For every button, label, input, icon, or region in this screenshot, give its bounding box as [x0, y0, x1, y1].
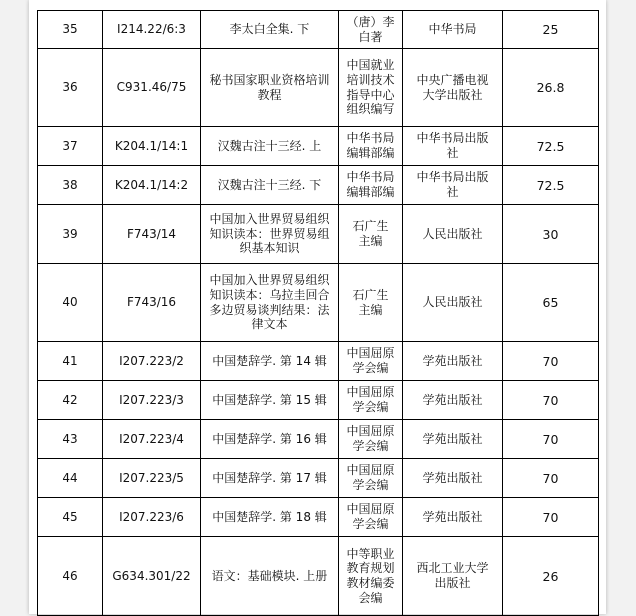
book-title-cell: 汉魏古注十三经. 下: [201, 166, 339, 205]
table-row: [38, 342, 599, 381]
book-title-cell: 中国楚辞学. 第 17 辑: [201, 459, 339, 498]
book-title-cell: 中国楚辞学. 第 16 辑: [201, 420, 339, 459]
call-number-cell: G634.301/22: [103, 537, 201, 616]
table-row: [38, 166, 599, 205]
publisher-cell: 学苑出版社: [403, 342, 503, 381]
row-number-cell: 41: [38, 342, 103, 381]
table-row: [38, 49, 599, 127]
table-row: [38, 11, 599, 49]
publisher-cell: 人民出版社: [403, 264, 503, 342]
call-number-cell: K204.1/14:2: [103, 166, 201, 205]
price-cell: 70: [503, 498, 599, 537]
book-title-cell: 中国楚辞学. 第 18 辑: [201, 498, 339, 537]
table-row: [38, 127, 599, 166]
publisher-cell: 学苑出版社: [403, 420, 503, 459]
publisher-cell: 学苑出版社: [403, 459, 503, 498]
price-cell: 72.5: [503, 127, 599, 166]
author-cell: （唐）李 白著: [339, 11, 403, 49]
price-cell: 70: [503, 381, 599, 420]
table-row: [38, 205, 599, 264]
row-number-cell: 44: [38, 459, 103, 498]
book-title-cell: 李太白全集. 下: [201, 11, 339, 49]
book-title-cell: 中国楚辞学. 第 14 辑: [201, 342, 339, 381]
publisher-cell: 中华书局: [403, 11, 503, 49]
publisher-cell: 中央广播电视 大学出版社: [403, 49, 503, 127]
call-number-cell: I214.22/6:3: [103, 11, 201, 49]
publisher-cell: 学苑出版社: [403, 381, 503, 420]
row-number-cell: 45: [38, 498, 103, 537]
publisher-cell: 西北工业大学 出版社: [403, 537, 503, 616]
table-row: [38, 420, 599, 459]
author-cell: 中国屈原 学会编: [339, 420, 403, 459]
author-cell: 中国屈原 学会编: [339, 381, 403, 420]
table-row: [38, 381, 599, 420]
book-title-cell: 语文：基础模块. 上册: [201, 537, 339, 616]
author-cell: 中国屈原 学会编: [339, 459, 403, 498]
book-title-cell: 中国加入世界贸易组织 知识读本：乌拉圭回合 多边贸易谈判结果：法 律文本: [201, 264, 339, 342]
price-cell: 26: [503, 537, 599, 616]
author-cell: 石广生 主编: [339, 264, 403, 342]
row-number-cell: 42: [38, 381, 103, 420]
book-list-table: [37, 10, 599, 616]
table-row: [38, 537, 599, 616]
row-number-cell: 43: [38, 420, 103, 459]
call-number-cell: F743/16: [103, 264, 201, 342]
publisher-cell: 人民出版社: [403, 205, 503, 264]
price-cell: 65: [503, 264, 599, 342]
publisher-cell: 中华书局出版 社: [403, 166, 503, 205]
row-number-cell: 38: [38, 166, 103, 205]
row-number-cell: 39: [38, 205, 103, 264]
book-title-cell: 汉魏古注十三经. 上: [201, 127, 339, 166]
call-number-cell: I207.223/4: [103, 420, 201, 459]
row-number-cell: 46: [38, 537, 103, 616]
author-cell: 中华书局 编辑部编: [339, 166, 403, 205]
document-page: [29, 0, 606, 614]
author-cell: 中华书局 编辑部编: [339, 127, 403, 166]
row-number-cell: 35: [38, 11, 103, 49]
row-number-cell: 37: [38, 127, 103, 166]
price-cell: 26.8: [503, 49, 599, 127]
call-number-cell: I207.223/5: [103, 459, 201, 498]
table-row: [38, 498, 599, 537]
price-cell: 70: [503, 420, 599, 459]
author-cell: 中国屈原 学会编: [339, 498, 403, 537]
author-cell: 中国就业 培训技术 指导中心 组织编写: [339, 49, 403, 127]
publisher-cell: 中华书局出版 社: [403, 127, 503, 166]
book-title-cell: 秘书国家职业资格培训 教程: [201, 49, 339, 127]
row-number-cell: 36: [38, 49, 103, 127]
table-body: [38, 11, 599, 616]
call-number-cell: I207.223/2: [103, 342, 201, 381]
book-title-cell: 中国加入世界贸易组织 知识读本：世界贸易组 织基本知识: [201, 205, 339, 264]
call-number-cell: F743/14: [103, 205, 201, 264]
price-cell: 30: [503, 205, 599, 264]
publisher-cell: 学苑出版社: [403, 498, 503, 537]
price-cell: 70: [503, 459, 599, 498]
table-row: [38, 459, 599, 498]
price-cell: 25: [503, 11, 599, 49]
call-number-cell: K204.1/14:1: [103, 127, 201, 166]
table-row: [38, 264, 599, 342]
author-cell: 中国屈原 学会编: [339, 342, 403, 381]
price-cell: 70: [503, 342, 599, 381]
row-number-cell: 40: [38, 264, 103, 342]
author-cell: 石广生 主编: [339, 205, 403, 264]
call-number-cell: I207.223/6: [103, 498, 201, 537]
author-cell: 中等职业 教育规划 教材编委 会编: [339, 537, 403, 616]
book-title-cell: 中国楚辞学. 第 15 辑: [201, 381, 339, 420]
price-cell: 72.5: [503, 166, 599, 205]
call-number-cell: C931.46/75: [103, 49, 201, 127]
call-number-cell: I207.223/3: [103, 381, 201, 420]
